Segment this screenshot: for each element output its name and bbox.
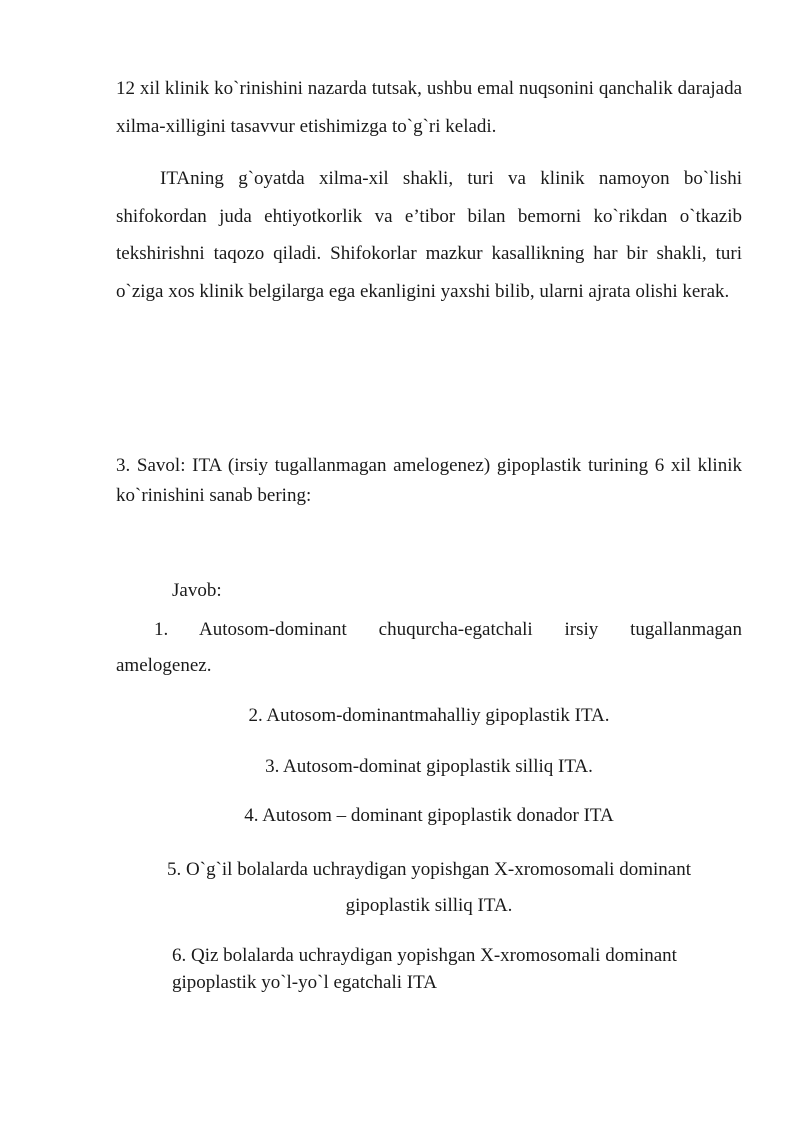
answer-item-4: 4. Autosom – dominant gipoplastik donador ITA	[244, 805, 614, 826]
answer-item-2: 2. Autosom-dominantmahalliy gipoplastik ITA.	[248, 705, 610, 726]
answer-item-5-line1: 5. O`g`il bolalarda uchraydigan yopishgan X-xromosomali dominant	[167, 859, 691, 880]
question-text: 3. Savol: ITA (irsiy tugallanmagan amelogenez) gipoplastik turining 6 xil klinik ko`rinishini sanab bering:	[116, 455, 742, 506]
answer-item-5	[116, 852, 742, 924]
answer-item-1-line1: 1. Autosom-dominant chuqurcha-egatchali irsiy tugallanmagan	[154, 619, 742, 640]
answer-item-6	[172, 942, 742, 996]
answer-item-6-line2: gipoplastik yo`l-yo`l egatchali ITA	[172, 972, 437, 993]
ita-paragraph-block	[116, 160, 742, 310]
intro-paragraph-block	[116, 70, 742, 145]
answer-item-5-line2: gipoplastik silliq ITA.	[345, 895, 513, 916]
question-block	[116, 451, 742, 511]
answer-item-1	[116, 612, 742, 684]
answer-item-6-line1: 6. Qiz bolalarda uchraydigan yopishgan X-xromosomali dominant	[172, 945, 677, 966]
answer-label: Javob:	[172, 580, 222, 601]
paragraph-intro: 12 xil klinik ko`rinishini nazarda tutsak, ushbu emal nuqsonini qanchalik darajada xilma-xilligini tasavvur etishimizga to`g`ri keladi.	[116, 78, 742, 137]
answer-item-3: 3. Autosom-dominat gipoplastik silliq ITA.	[265, 756, 593, 777]
answer-item-1-line2: amelogenez.	[116, 655, 212, 676]
paragraph-ita-forms: ITAning g`oyatda xilma-xil shakli, turi va klinik namoyon bo`lishi shifokordan juda ehtiyotkorlik va e’tibor bilan bemorni ko`rikdan o`tkazib tekshirishni taqozo qiladi. Shifokorlar mazkur kasallikning har bir shakli, turi o`ziga xos klinik belgilarga ega ekanligini yaxshi bilib, ularni ajrata olishi kerak.	[116, 168, 742, 302]
